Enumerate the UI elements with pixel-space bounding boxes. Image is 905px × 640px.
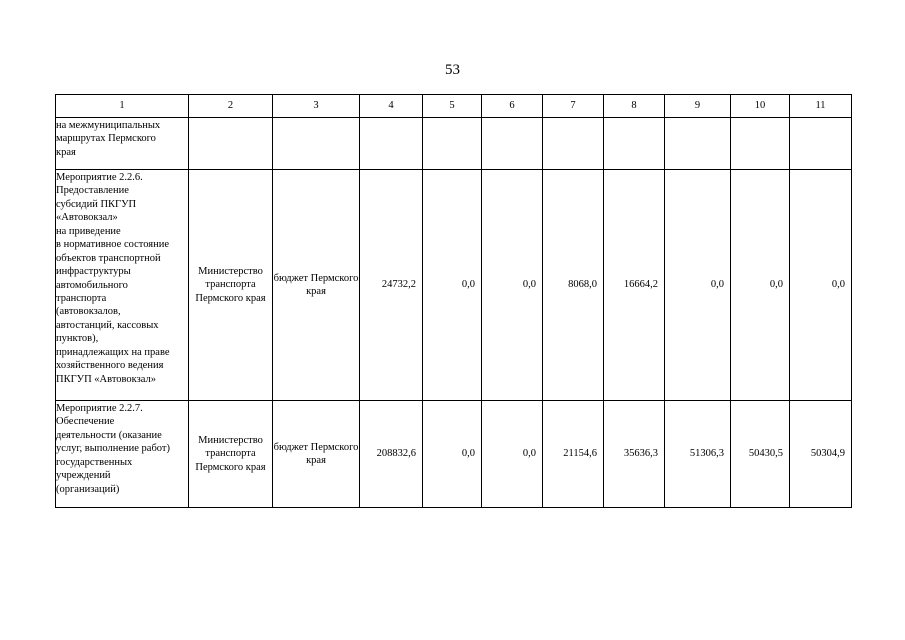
column-header: 3 bbox=[273, 95, 360, 118]
value-cell: 50304,9 bbox=[790, 401, 852, 508]
program-funding-table bbox=[55, 94, 852, 508]
value-cell: 0,0 bbox=[423, 401, 482, 508]
value-cell: 21154,6 bbox=[543, 401, 604, 508]
column-header: 8 bbox=[604, 95, 665, 118]
column-header: 10 bbox=[731, 95, 790, 118]
value-cell: 0,0 bbox=[790, 170, 852, 401]
value-cell: 8068,0 bbox=[543, 170, 604, 401]
measure-name-cell: Мероприятие 2.2.7. Обеспечение деятельности (оказание услуг, выполнение работ) государственных учреждений (организаций) bbox=[56, 401, 189, 508]
measure-name-cell: Мероприятие 2.2.6. Предоставление субсидий ПКГУП «Автовокзал» на приведение в нормативное состояние объектов транспортной инфраструктуры автомобильного транспорта (автовокзалов, автостанций, кассовых пунктов), принадлежащих на праве хозяйственного ведения ПКГУП «Автовокзал» bbox=[56, 170, 189, 401]
funding-source-cell bbox=[273, 118, 360, 170]
value-cell: 208832,6 bbox=[360, 401, 423, 508]
value-cell: 0,0 bbox=[731, 170, 790, 401]
column-header: 4 bbox=[360, 95, 423, 118]
executor-cell: Министерство транспорта Пермского края bbox=[189, 401, 273, 508]
column-header: 6 bbox=[482, 95, 543, 118]
value-cell bbox=[482, 118, 543, 170]
value-cell: 0,0 bbox=[482, 401, 543, 508]
column-header: 1 bbox=[56, 95, 189, 118]
page-number: 53 bbox=[445, 62, 460, 78]
value-cell: 51306,3 bbox=[665, 401, 731, 508]
column-number-header-row bbox=[56, 95, 852, 118]
value-cell: 24732,2 bbox=[360, 170, 423, 401]
value-cell: 50430,5 bbox=[731, 401, 790, 508]
column-header: 2 bbox=[189, 95, 273, 118]
funding-source-cell: бюджет Пермского края bbox=[273, 401, 360, 508]
column-header: 11 bbox=[790, 95, 852, 118]
executor-cell bbox=[189, 118, 273, 170]
value-cell: 16664,2 bbox=[604, 170, 665, 401]
table-row bbox=[56, 401, 852, 508]
value-cell bbox=[731, 118, 790, 170]
table-row bbox=[56, 170, 852, 401]
value-cell: 0,0 bbox=[482, 170, 543, 401]
value-cell bbox=[604, 118, 665, 170]
value-cell: 35636,3 bbox=[604, 401, 665, 508]
measure-name-cell: на межмуниципальных маршрутах Пермского края bbox=[56, 118, 189, 170]
column-header: 7 bbox=[543, 95, 604, 118]
value-cell bbox=[360, 118, 423, 170]
funding-source-cell: бюджет Пермского края bbox=[273, 170, 360, 401]
value-cell: 0,0 bbox=[665, 170, 731, 401]
executor-cell: Министерство транспорта Пермского края bbox=[189, 170, 273, 401]
value-cell bbox=[665, 118, 731, 170]
value-cell: 0,0 bbox=[423, 170, 482, 401]
value-cell bbox=[543, 118, 604, 170]
value-cell bbox=[423, 118, 482, 170]
value-cell bbox=[790, 118, 852, 170]
table-row bbox=[56, 118, 852, 170]
column-header: 5 bbox=[423, 95, 482, 118]
column-header: 9 bbox=[665, 95, 731, 118]
